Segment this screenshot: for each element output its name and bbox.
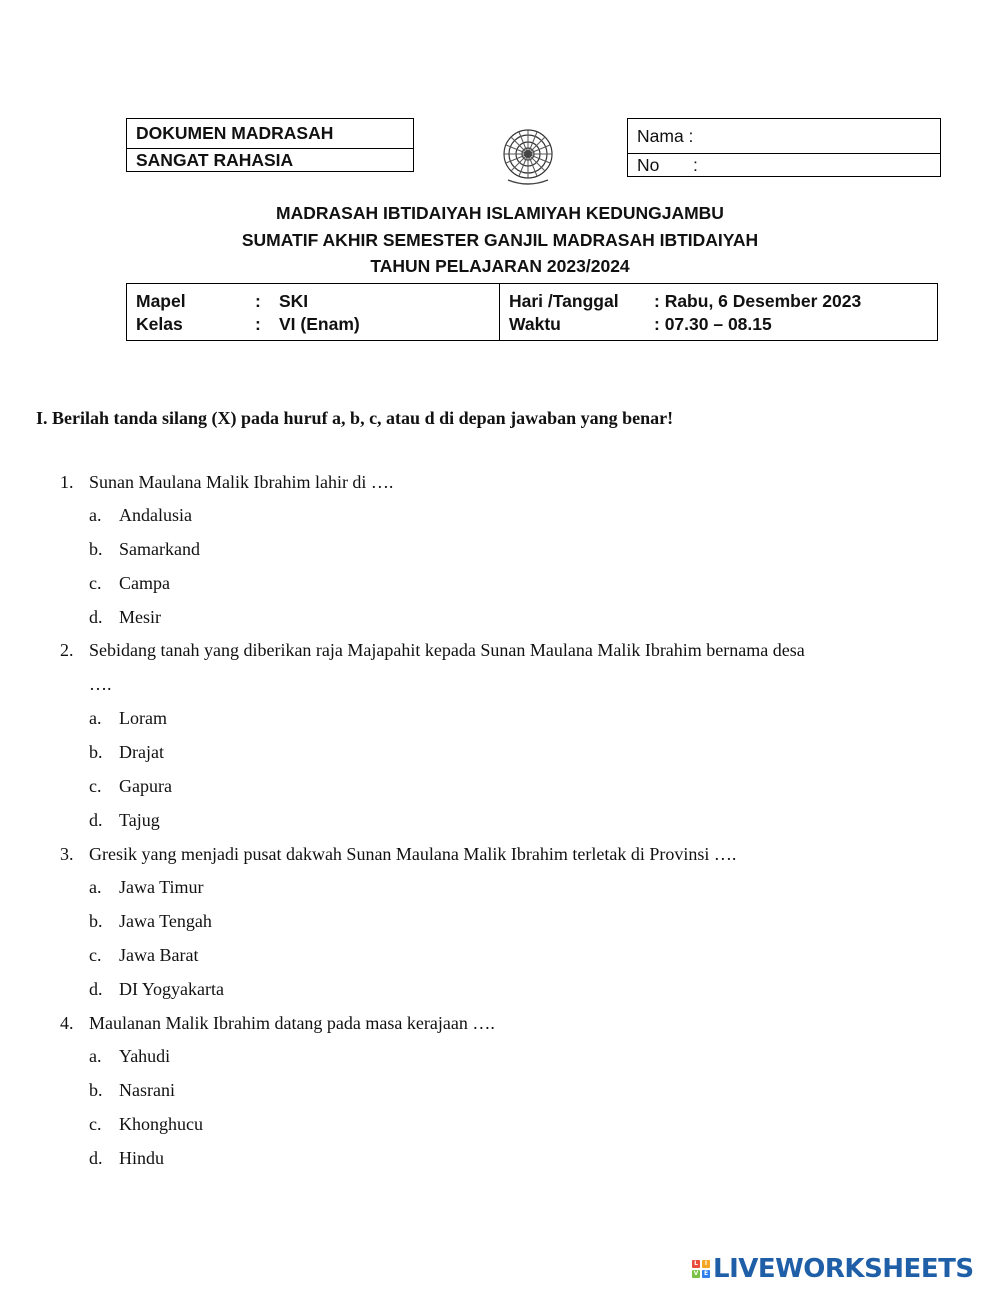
question-text: Sebidang tanah yang diberikan raja Majapahit kepada Sunan Maulana Malik Ibrahim bernama desa [89, 640, 805, 660]
secret-label: SANGAT RAHASIA [127, 148, 413, 171]
brand-tile: V [693, 1270, 699, 1277]
student-name-field[interactable] [628, 119, 940, 153]
option-1b[interactable] [89, 537, 200, 561]
option-letter: b. [89, 539, 103, 559]
exam-name: SUMATIF AKHIR SEMESTER GANJIL MADRASAH IBTIDAIYAH [241, 229, 759, 250]
option-letter: d. [89, 1148, 103, 1168]
brand-name: LIVEWORKSHEETS [713, 1254, 974, 1284]
date-key: Hari /Tanggal [509, 291, 619, 311]
option-text: Khonghucu [119, 1114, 203, 1134]
option-text: Jawa Barat [119, 945, 199, 965]
exam-title-block [0, 200, 1000, 280]
time-value: : 07.30 – 08.15 [654, 314, 772, 334]
option-letter: d. [89, 979, 103, 999]
option-letter: a. [89, 877, 102, 897]
option-2b[interactable] [89, 740, 164, 764]
brand-tile: I [702, 1260, 710, 1268]
option-letter: a. [89, 708, 102, 728]
option-letter: a. [89, 505, 102, 525]
question-text: Sunan Maulana Malik Ibrahim lahir di …. [89, 472, 394, 492]
option-letter: c. [89, 945, 102, 965]
option-text: Gapura [119, 776, 172, 796]
subject-class-cell [127, 284, 500, 340]
number-colon: : [693, 155, 698, 175]
brand-tiles-icon [692, 1260, 710, 1278]
subject-key: Mapel [136, 291, 186, 311]
option-text: Jawa Timur [119, 877, 204, 897]
student-number-field[interactable] [628, 153, 940, 176]
option-text: Campa [119, 573, 170, 593]
brand-tile: L [692, 1260, 700, 1268]
option-4a[interactable] [89, 1044, 170, 1068]
section-instruction: I. Berilah tanda silang (X) pada huruf a, b, c, atau d di depan jawaban yang benar! [36, 408, 674, 428]
option-letter: c. [89, 776, 102, 796]
date-value: : Rabu, 6 Desember 2023 [654, 291, 862, 311]
madrasah-emblem-icon [496, 124, 560, 188]
option-4c[interactable] [89, 1112, 203, 1136]
option-4b[interactable] [89, 1078, 175, 1102]
school-name: MADRASAH IBTIDAIYAH ISLAMIYAH KEDUNGJAMBU [276, 203, 724, 223]
option-letter: d. [89, 810, 103, 830]
option-4d[interactable] [89, 1146, 164, 1170]
subject-colon: : [255, 291, 261, 311]
question-2 [60, 638, 805, 662]
option-text: Samarkand [119, 539, 200, 559]
exam-info-table [126, 283, 938, 341]
question-number: 2. [60, 640, 74, 660]
option-2d[interactable] [89, 808, 160, 832]
class-colon: : [255, 314, 261, 334]
option-text: Mesir [119, 607, 161, 627]
liveworksheets-logo[interactable] [692, 1254, 974, 1284]
time-key: Waktu [509, 314, 561, 334]
option-text: Drajat [119, 742, 164, 762]
question-2-continuation: …. [89, 674, 112, 694]
option-text: DI Yogyakarta [119, 979, 224, 999]
question-number: 4. [60, 1013, 74, 1033]
option-text: Nasrani [119, 1080, 175, 1100]
question-number: 1. [60, 472, 74, 492]
option-text: Tajug [119, 810, 160, 830]
date-time-cell [500, 284, 937, 340]
option-3a[interactable] [89, 875, 204, 899]
option-3b[interactable] [89, 909, 212, 933]
question-text: Gresik yang menjadi pusat dakwah Sunan Maulana Malik Ibrahim terletak di Provinsi …. [89, 844, 737, 864]
option-letter: b. [89, 1080, 103, 1100]
option-letter: b. [89, 742, 103, 762]
question-1 [60, 470, 393, 494]
option-1d[interactable] [89, 605, 161, 629]
question-text: Maulanan Malik Ibrahim datang pada masa kerajaan …. [89, 1013, 495, 1033]
option-letter: d. [89, 607, 103, 627]
option-3c[interactable] [89, 943, 198, 967]
question-number: 3. [60, 844, 74, 864]
document-classification-box [126, 118, 414, 172]
option-text: Yahudi [119, 1046, 171, 1066]
option-2c[interactable] [89, 774, 172, 798]
question-4 [60, 1011, 495, 1035]
class-key: Kelas [136, 314, 183, 334]
brand-tile: E [703, 1270, 709, 1277]
name-label: Nama : [637, 126, 694, 146]
question-3 [60, 842, 736, 866]
class-value: VI (Enam) [279, 314, 360, 334]
option-letter: c. [89, 1114, 102, 1134]
student-identity-box [627, 118, 941, 177]
option-3d[interactable] [89, 977, 224, 1001]
option-text: Hindu [119, 1148, 164, 1168]
option-letter: c. [89, 573, 102, 593]
academic-year: TAHUN PELAJARAN 2023/2024 [370, 256, 630, 276]
option-1a[interactable] [89, 503, 192, 527]
option-text: Jawa Tengah [119, 911, 212, 931]
number-label: No [637, 155, 660, 175]
option-letter: b. [89, 911, 103, 931]
document-label: DOKUMEN MADRASAH [136, 123, 334, 143]
option-1c[interactable] [89, 571, 170, 595]
option-text: Andalusia [119, 505, 192, 525]
option-letter: a. [89, 1046, 102, 1066]
option-text: Loram [119, 708, 167, 728]
subject-value: SKI [279, 291, 309, 311]
option-2a[interactable] [89, 706, 167, 730]
